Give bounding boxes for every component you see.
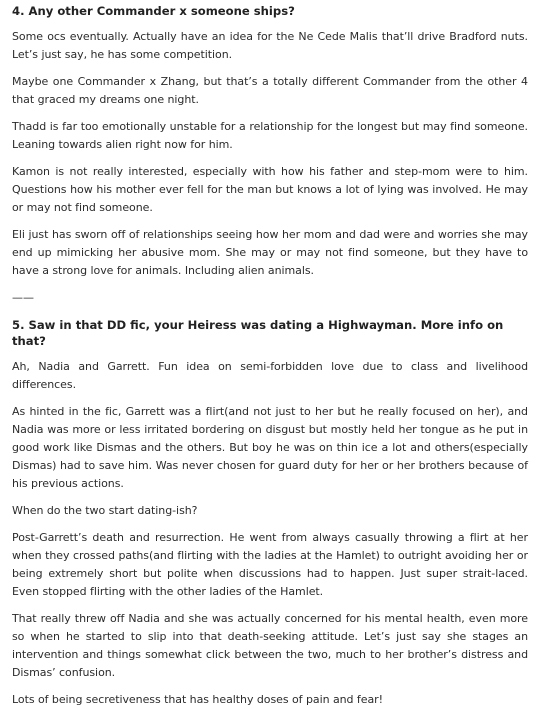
answer-4-paragraph-4: Kamon is not really interested, especially with how his father and step-mom were to him. Questions how his mother ever fell for the man but knows a lot of lying was involved. He may or may not find someone. xyxy=(12,165,528,214)
question-4-heading: 4. Any other Commander x someone ships? xyxy=(12,4,295,18)
answer-5-paragraph-3: When do the two start dating-ish? xyxy=(12,504,198,517)
question-5-heading: 5. Saw in that DD fic, your Heiress was dating a Highwayman. More info on that? xyxy=(12,318,504,348)
answer-5-paragraph-2: As hinted in the fic, Garrett was a flirt(and not just to her but he really focused on her), and Nadia was more or less irritated bordering on disgust but mostly held her tongue as he put in good work like Dismas and the others. But boy he was on thin ice a lot and others(especially Dismas) had to save him. Was never chosen for guard duty for her or her brothers because of his previous actions. xyxy=(12,405,528,490)
answer-4-paragraph-2: Maybe one Commander x Zhang, but that’s a totally different Commander from the other 4 that graced my dreams one night. xyxy=(12,75,528,106)
answer-4-paragraph-3: Thadd is far too emotionally unstable for a relationship for the longest but may find someone. Leaning towards alien right now for him. xyxy=(12,120,528,151)
answer-5-paragraph-5: That really threw off Nadia and she was actually concerned for his mental health, even more so when he started to slip into that death-seeking attitude. Let’s just say she stages an intervention and things somewhat click between the two, much to her brother’s distress and Dismas’ confusion. xyxy=(12,612,528,679)
section-divider: —— xyxy=(12,291,34,304)
answer-5-paragraph-4: Post-Garrett’s death and resurrection. He went from always casually throwing a flirt at her when they crossed paths(and flirting with the ladies at the Hamlet) to outright avoiding her or being extremely short but polite when discussions had to happen. Just super strait-laced. Even stopped flirting with the other ladies of the Hamlet. xyxy=(12,531,528,598)
answer-4-paragraph-1: Some ocs eventually. Actually have an idea for the Ne Cede Malis that’ll drive Bradford nuts. Let’s just say, he has some competition. xyxy=(12,30,528,61)
answer-5-paragraph-6: Lots of being secretiveness that has healthy doses of pain and fear! xyxy=(12,693,383,706)
answer-4-paragraph-5: Eli just has sworn off of relationships seeing how her mom and dad were and worries she may end up mimicking her abusive mom. She may or may not find someone, but they have to have a strong love for animals. Including alien animals. xyxy=(12,228,528,277)
answer-5-paragraph-1: Ah, Nadia and Garrett. Fun idea on semi-forbidden love due to class and livelihood differences. xyxy=(12,360,528,391)
